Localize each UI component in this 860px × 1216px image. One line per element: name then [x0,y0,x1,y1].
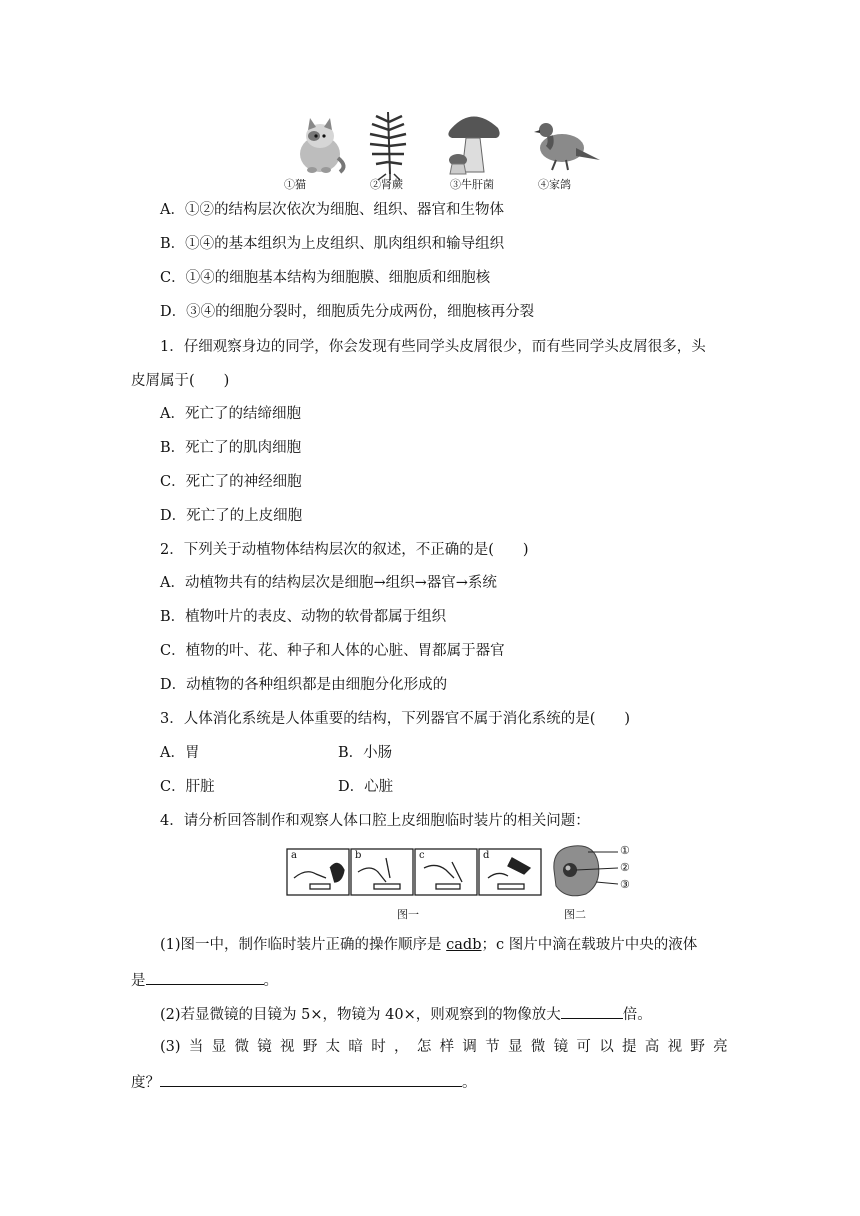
q3-option-c: C．肝脏 [160,779,215,795]
q4-sub1-line2 [131,969,278,991]
q4-sub3-char: 野 [302,1039,318,1055]
q2-stem: 2．下列关于动植物体结构层次的叙述，不正确的是( ) [160,542,529,558]
q4-sub3-char: 视 [667,1039,683,1055]
q4-sub3-char: 野 [690,1039,705,1055]
q4-sub3-line1 [160,1037,728,1057]
procedure-panels-illustration [286,848,546,896]
organism-label-mushroom: ③牛肝菌 [450,178,494,191]
organism-label-pigeon: ④家鸽 [538,178,571,191]
q4-sub3-char: 太 [325,1039,341,1055]
q4-stem: 4．请分析回答制作和观察人体口腔上皮细胞临时装片的相关问题： [160,813,590,829]
q4-sub3-char: 暗 [348,1039,363,1055]
q0-option-b: B．①④的基本组织为上皮组织、肌肉组织和输导组织 [160,236,505,252]
panel-letter-b: b [355,850,362,861]
q4-sub3-char: 高 [644,1039,660,1055]
q2-option-d: D．动植物的各种组织都是由细胞分化形成的 [160,677,448,693]
q2-option-b: B．植物叶片的表皮、动物的软骨都属于组织 [160,609,447,625]
q4-sub3-char: 时 [371,1039,386,1055]
figure-two [548,842,632,900]
q4-sub3-char: 镜 [553,1039,569,1055]
figure-one-caption: 图一 [397,908,419,921]
q4-sub2-text-a: (2)若显微镜的目镜为 5×，物镜为 40×，则观察到的物像放大 [160,1007,561,1023]
q1-option-b: B．死亡了的肌肉细胞 [160,440,302,456]
q4-sub3-char: 调 [462,1039,477,1055]
q1-option-d: D．死亡了的上皮细胞 [160,508,303,524]
q4-sub3-char: 可 [576,1039,591,1055]
q4-sub3-char: 视 [280,1039,295,1055]
q4-sub2-text-b: 倍。 [622,1007,652,1023]
figure-one [286,848,546,896]
q4-sub3-char: 当 [188,1039,204,1055]
pigeon-icon [534,123,600,170]
panel-letter-c: c [419,850,425,861]
q1-stem-line1: 1．仔细观察身边的同学，你会发现有些同学头皮屑很少，而有些同学头皮屑很多，头 [160,339,706,355]
q4-sub3-char: 微 [530,1039,546,1055]
organisms-figure [284,108,610,192]
q2-option-c: C．植物的叶、花、种子和人体的心脏、胃都属于器官 [160,643,505,659]
q4-sub1-line2-text: 是 [131,973,146,989]
q4-sub2-line [160,1003,652,1025]
q4-sub1-end: 。 [263,973,278,989]
panel-letter-d: d [483,850,490,861]
q4-sub3-char: 以 [599,1039,614,1055]
q4-sub2-blank[interactable] [561,1003,623,1019]
q4-sub3-end: 。 [462,1075,477,1091]
q0-option-a: A．①②的结构层次依次为细胞、组织、器官和生物体 [160,202,504,218]
q4-sub1-blank[interactable] [146,969,264,985]
q4-sub3-line2 [131,1071,477,1093]
cell-label-3: ③ [620,878,630,891]
q4-sub3-char: 提 [621,1039,637,1055]
q0-option-c: C．①④的细胞基本结构为细胞膜、细胞质和细胞核 [160,270,491,286]
q4-sub3-blank[interactable] [160,1071,462,1087]
cat-icon [300,118,344,173]
fern-icon [370,112,406,180]
q0-option-d: D．③④的细胞分裂时，细胞质先分成两份，细胞核再分裂 [160,304,535,320]
q1-option-c: C．死亡了的神经细胞 [160,474,302,490]
q4-sub3-char: 节 [485,1039,500,1055]
q4-sub3-char: 怎 [416,1039,432,1055]
q3-stem: 3．人体消化系统是人体重要的结构，下列器官不属于消化系统的是( ) [160,711,631,727]
q4-sub3-char: 显 [211,1039,227,1055]
q4-sub3-char: 亮 [713,1039,728,1055]
q3-option-a: A．胃 [160,745,200,761]
cell-label-2: ② [620,861,630,874]
organism-label-fern: ②肾蕨 [370,178,403,191]
q3-option-d: D．心脏 [338,779,394,795]
panel-letter-a: a [291,850,297,861]
q4-sub1-answer: cadb [446,937,482,953]
q4-sub1-text-a: (1)图一中，制作临时装片正确的操作顺序是 [160,937,447,953]
cell-label-1: ① [620,844,630,857]
q4-sub3-char: 显 [508,1039,523,1055]
organism-label-cat: ①猫 [284,178,306,191]
q4-sub1-line1 [160,935,697,955]
q1-stem-line2: 皮屑属于( ) [131,373,230,389]
q4-sub3-line2-text: 度？ [131,1075,160,1091]
figure-two-caption: 图二 [564,908,586,921]
q4-sub1-text-b: ；c 图片中滴在载玻片中央的液体 [481,937,698,953]
q4-sub3-char: 镜 [257,1039,272,1055]
q4-sub3-char: (3) [160,1039,181,1055]
mushroom-icon [448,116,499,174]
q4-sub3-char: 微 [234,1039,249,1055]
q4-sub3-char: ， [394,1039,409,1055]
q1-option-a: A．死亡了的结缔细胞 [160,406,301,422]
q4-sub3-char: 样 [439,1039,455,1055]
q2-option-a: A．动植物共有的结构层次是细胞→组织→器官→系统 [160,575,497,591]
q3-option-b: B．小肠 [338,745,393,761]
